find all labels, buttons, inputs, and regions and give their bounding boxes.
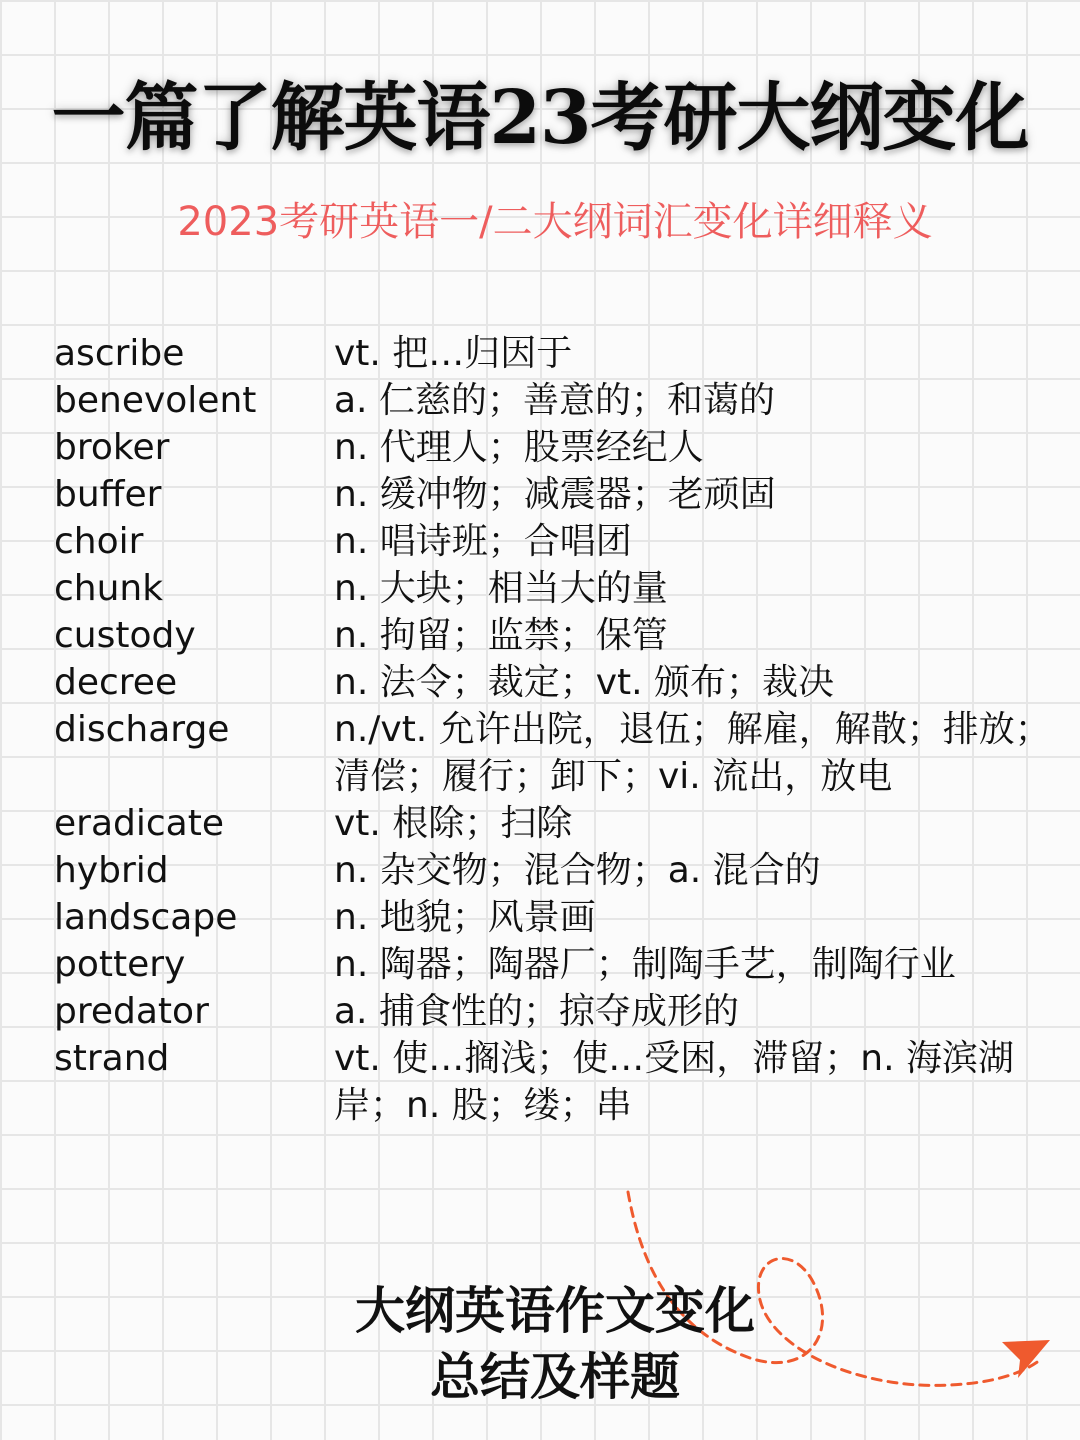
- vocab-definition: n. 代理人；股票经纪人: [334, 427, 704, 468]
- vocabulary-list: [54, 330, 1064, 1129]
- vocab-word: strand: [54, 1038, 170, 1079]
- vocab-word: landscape: [54, 897, 238, 938]
- vocab-entry: [54, 565, 1064, 612]
- vocab-word: ascribe: [54, 333, 185, 374]
- vocab-word: benevolent: [54, 380, 257, 421]
- footer-line: 大纲英语作文变化: [355, 1281, 755, 1340]
- vocab-entry: [54, 1035, 1064, 1129]
- vocab-entry: [54, 330, 1064, 377]
- arrow-head: [1002, 1340, 1050, 1378]
- vocab-word: choir: [54, 521, 144, 562]
- vocab-entry: [54, 377, 1064, 424]
- vocab-word: pottery: [54, 944, 186, 985]
- vocab-entry: [54, 518, 1064, 565]
- vocab-entry: [54, 706, 1064, 800]
- vocab-entry: [54, 894, 1064, 941]
- vocab-definition: n. 大块；相当大的量: [334, 568, 668, 609]
- vocab-word: discharge: [54, 709, 230, 750]
- vocab-word: eradicate: [54, 803, 224, 844]
- page-title: 一篇了解英语23考研大纲变化: [51, 75, 1029, 161]
- vocab-word: decree: [54, 662, 178, 703]
- vocab-entry: [54, 941, 1064, 988]
- vocab-definition: a. 仁慈的；善意的；和蔼的: [334, 380, 775, 421]
- vocab-word: chunk: [54, 568, 164, 609]
- vocab-definition: n./vt. 允许出院，退伍；解雇，解散；排放；清偿；履行；卸下；vi. 流出，放电: [334, 709, 1051, 797]
- vocab-word: hybrid: [54, 850, 169, 891]
- vocab-definition: a. 捕食性的；掠夺成形的: [334, 991, 739, 1032]
- vocab-definition: n. 法令；裁定；vt. 颁布；裁决: [334, 662, 835, 703]
- vocab-entry: [54, 659, 1064, 706]
- vocab-definition: vt. 把…归因于: [334, 333, 573, 374]
- vocab-definition: n. 拘留；监禁；保管: [334, 615, 668, 656]
- vocab-definition: n. 陶器；陶器厂；制陶手艺，制陶行业: [334, 944, 956, 985]
- footer-line: 总结及样题: [430, 1347, 680, 1406]
- vocab-word: custody: [54, 615, 196, 656]
- vocab-entry: [54, 988, 1064, 1035]
- vocab-definition: vt. 使…搁浅；使…受困，滞留；n. 海滨湖岸；n. 股；缕；串: [334, 1038, 1015, 1126]
- vocab-entry: [54, 471, 1064, 518]
- vocab-definition: n. 缓冲物；减震器；老顽固: [334, 474, 776, 515]
- vocab-definition: vt. 根除；扫除: [334, 803, 573, 844]
- vocab-entry: [54, 424, 1064, 471]
- footer-callout: [320, 1278, 790, 1410]
- vocab-definition: n. 地貌；风景画: [334, 897, 596, 938]
- vocab-entry: [54, 612, 1064, 659]
- page-subtitle: 2023考研英语一/二大纲词汇变化详细释义: [177, 199, 933, 245]
- vocab-word: broker: [54, 427, 170, 468]
- vocab-word: buffer: [54, 474, 162, 515]
- vocab-entry: [54, 847, 1064, 894]
- vocab-definition: n. 杂交物；混合物；a. 混合的: [334, 850, 821, 891]
- vocab-word: predator: [54, 991, 209, 1032]
- vocab-entry: [54, 800, 1064, 847]
- vocab-definition: n. 唱诗班；合唱团: [334, 521, 632, 562]
